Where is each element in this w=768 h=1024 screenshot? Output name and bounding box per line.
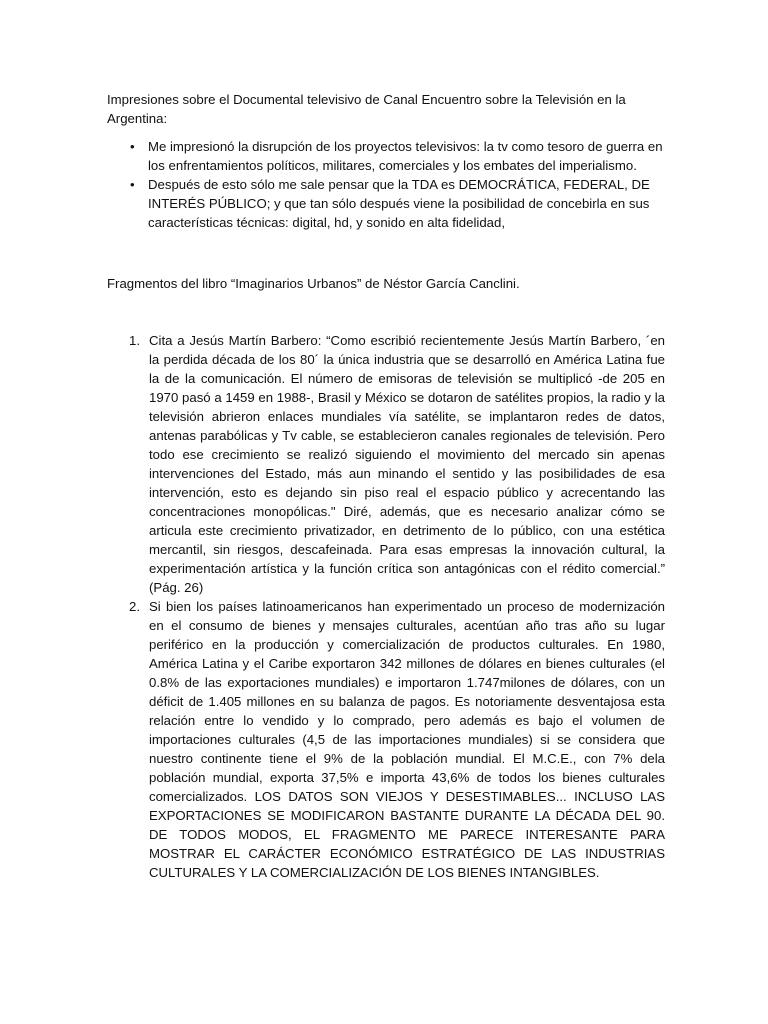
citation-text: Cita a Jesús Martín Barbero: “Como escribió recientemente Jesús Martín Barbero, ´en la perdida década de los 80´ la única industria que se desarrolló en América Latina fue la de la comunicación. El número de emisoras de televisión se multiplicó -de 205 en 1970 pasó a 1459 en 1988-, Brasil y México se dotaron de satélites propios, la radio y la televisión abrieron enlaces mundiales vía satélite, se implantaron redes de datos, antenas parabólicas y Tv cable, se establecieron canales regionales de televisión. Pero todo ese crecimiento se realizó siguiendo el movimiento del mercado sin apenas intervenciones del Estado, más aun minando el sentido y las posibilidades de esa intervención, esto es dejando sin piso real el espacio público y acrecentando las concentraciones monopólicas." Diré, además, que es necesario analizar cómo se articula este crecimiento privatizador, en detrimento de lo público, con una estética mercantil, sin riesgos, descafeinada. Para esas empresas la innovación cultural, la experimentación artística y la función crítica son antagónicas con el rédito comercial.” (Pág. 26) — [149, 333, 665, 595]
list-item — [107, 331, 665, 597]
bullet-icon: • — [130, 139, 135, 154]
list-item — [107, 175, 667, 232]
citation-text: Si bien los países latinoamericanos han experimentado un proceso de modernización en el consumo de bienes y mensajes culturales, acentúan año tras año su lugar periférico en la producción y comercialización de productos culturales. En 1980, América Latina y el Caribe exportaron 342 millones de dólares en bienes culturales (el 0.8% de las exportaciones mundiales) e importaron 1.747milones de dólares, con un déficit de 1.405 millones en su balanza de pagos. Es notoriamente desventajosa esta relación entre lo vendido y lo comprado, pero además es bajo el volumen de importaciones culturales (4,5 de las importaciones mundiales) si se considera que nuestro continente tiene el 9% de la población mundial. El M.C.E., con 7% dela población mundial, exporta 37,5% e importa 43,6% de todos los bienes culturales comercializados. LOS DATOS SON VIEJOS Y DESESTIMABLES... INCLUSO LAS EXPORTACIONES SE MODIFICARON BASTANTE DURANTE LA DÉCADA DEL 90. DE TODOS MODOS, EL FRAGMENTO ME PARECE INTERESANTE PARA MOSTRAR EL CARÁCTER ECONÓMICO ESTRATÉGICO DE LAS INDUSTRIAS CULTURALES Y LA COMERCIALIZACIÓN DE LOS BIENES INTANGIBLES. — [149, 599, 665, 880]
impressions-list — [107, 137, 667, 232]
fragments-heading: Fragmentos del libro “Imaginarios Urbanos” de Néstor García Canclini. — [107, 276, 520, 291]
bullet-text: Me impresionó la disrupción de los proyectos televisivos: la tv como tesoro de guerra en los enfrentamientos políticos, militares, comerciales y los embates del imperialismo. — [148, 139, 663, 173]
bullet-icon: • — [130, 177, 135, 192]
list-item — [107, 137, 667, 175]
citations-list — [107, 331, 665, 882]
list-item — [107, 597, 665, 882]
intro-heading: Impresiones sobre el Documental televisivo de Canal Encuentro sobre la Televisión en la Argentina: — [107, 92, 626, 126]
citation-number: 1. — [129, 333, 140, 348]
citation-number: 2. — [129, 599, 140, 614]
bullet-text: Después de esto sólo me sale pensar que la TDA es DEMOCRÁTICA, FEDERAL, DE INTERÉS PÚBLICO; y que tan sólo después viene la posibilidad de concebirla en sus características técnicas: digital, hd, y sonido en alta fidelidad, — [148, 177, 650, 230]
